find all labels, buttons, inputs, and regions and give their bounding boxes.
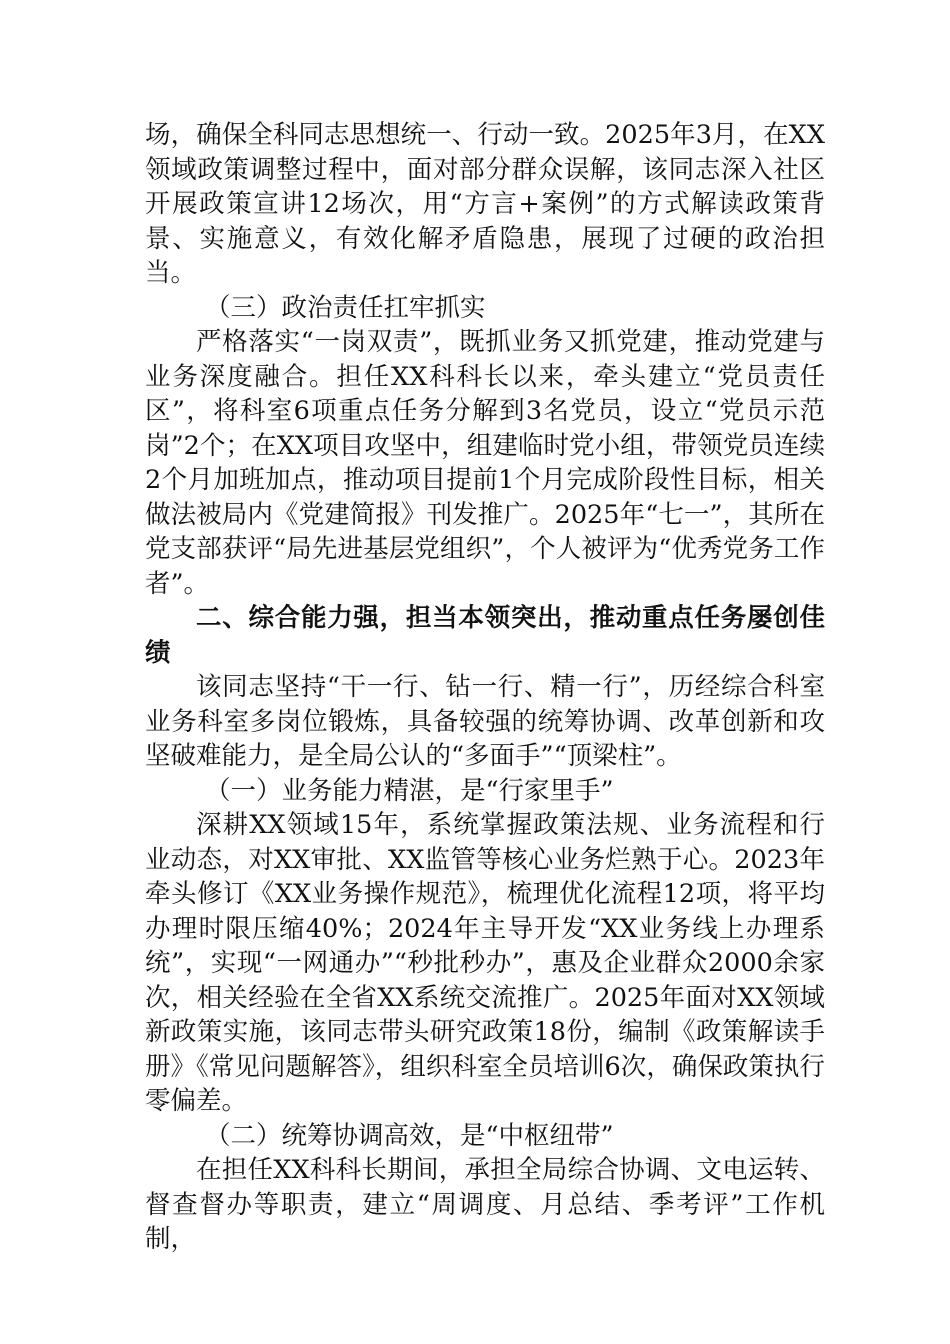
body-paragraph: 在担任XX科科长期间，承担全局综合协调、文电运转、督查督办等职责，建立“周调度、月总结、季考评”工作机制， [145,1155,825,1254]
document-page [145,118,825,1257]
body-paragraph: 深耕XX领域15年，系统掌握政策法规、业务流程和行业动态，对XX审批、XX监管等核心业务烂熟于心。2023年牵头修订《XX业务操作规范》，梳理优化流程12项，将平均办理时限压缩40%；2024年主导开发“XX业务线上办理系统”，实现“一网通办”“秒批秒办”，惠及企业群众2000余家次，相关经验在全省XX系统交流推广。2025年面对XX领域新政策实施，该同志带头研究政策18份，编制《政策解读手册》《常见问题解答》，组织科室全员培训6次，确保政策执行零偏差。 [145,810,825,1116]
section-heading: 二、综合能力强，担当本领突出，推动重点任务屡创佳绩 [145,603,825,668]
body-paragraph: 场，确保全科同志思想统一、行动一致。2025年3月，在XX领域政策调整过程中，面对部分群众误解，该同志深入社区开展政策宣讲12场次，用“方言+案例”的方式解读政策背景、实施意义，有效化解矛盾隐患，展现了过硬的政治担当。 [145,120,825,288]
subsection-heading: （三）政治责任扛牢抓实 [205,292,486,323]
subsection-heading: （二）统筹协调高效，是“中枢纽带” [205,1120,614,1151]
subsection-heading: （一）业务能力精湛，是“行家里手” [205,775,614,806]
body-paragraph: 该同志坚持“干一行、钻一行、精一行”，历经综合科室业务科室多岗位锻炼，具备较强的统筹协调、改革创新和攻坚破难能力，是全局公认的“多面手”“顶梁柱”。 [145,672,825,771]
body-paragraph: 严格落实“一岗双责”，既抓业务又抓党建，推动党建与业务深度融合。担任XX科科长以来，牵头建立“党员责任区”，将科室6项重点任务分解到3名党员，设立“党员示范岗”2个；在XX项目攻坚中，组建临时党小组，带领党员连续2个月加班加点，推动项目提前1个月完成阶段性目标，相关做法被局内《党建简报》刊发推广。2025年“七一”，其所在党支部获评“局先进基层党组织”，个人被评为“优秀党务工作者”。 [145,327,825,599]
